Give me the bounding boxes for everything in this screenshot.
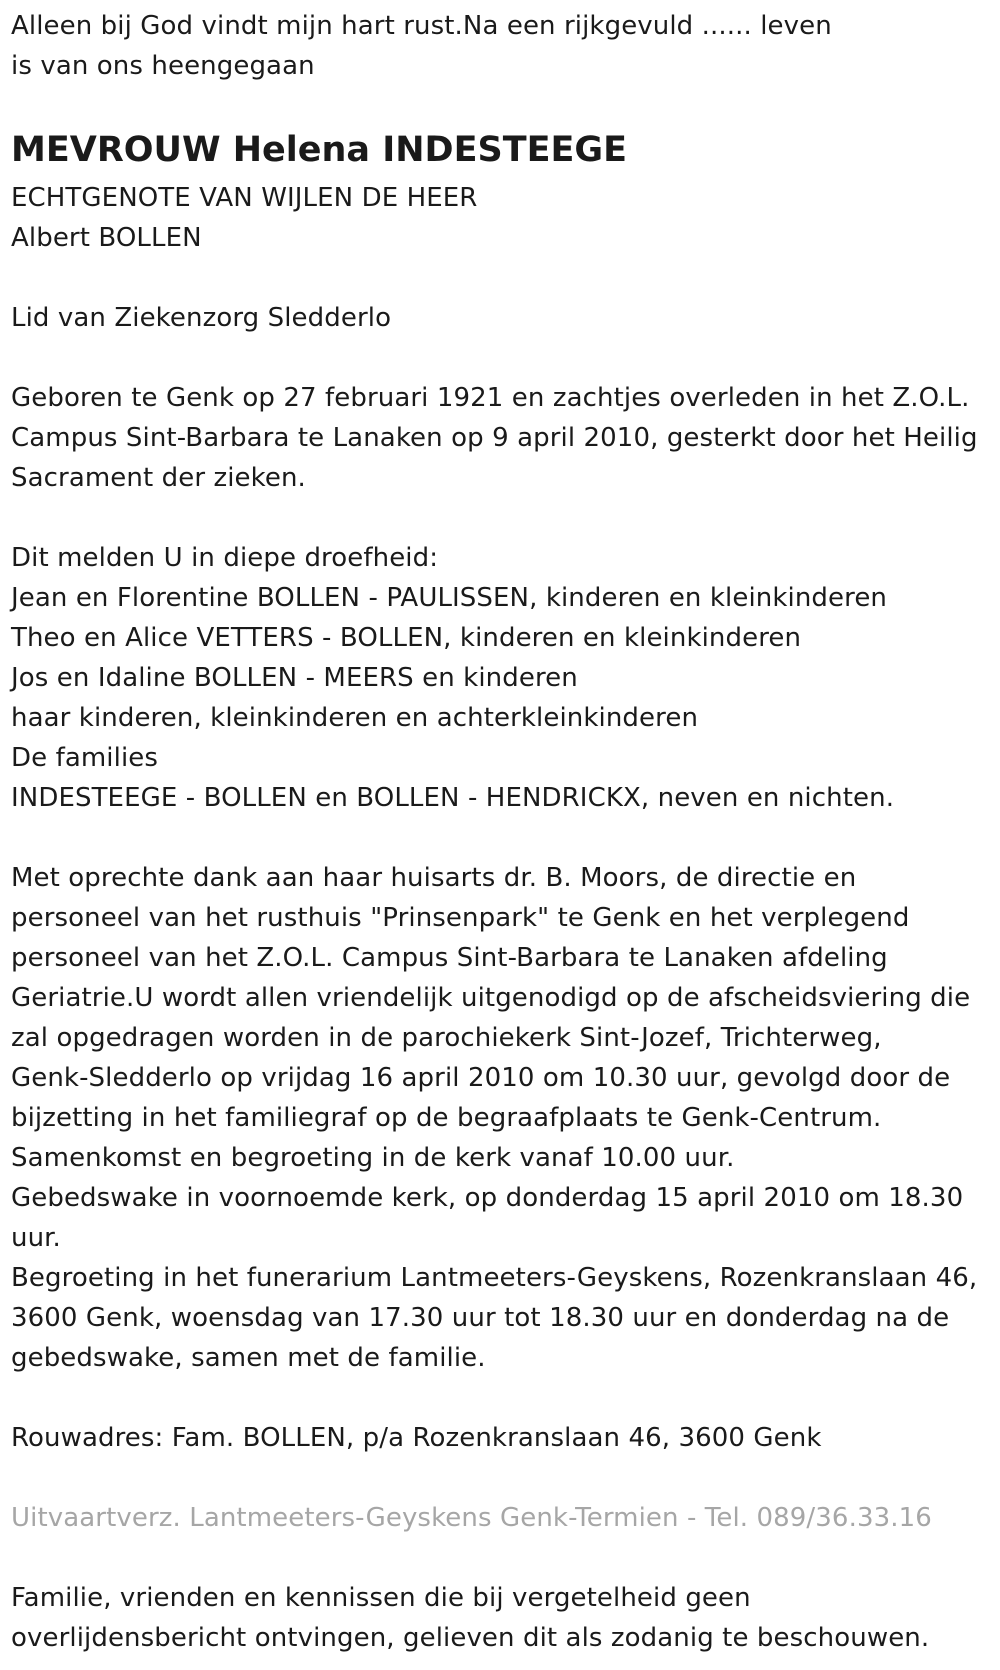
mourners-intro: Dit melden U in diepe droefheid:: [11, 543, 439, 573]
spacer: [11, 1378, 996, 1418]
birth-death-paragraph: [11, 378, 996, 498]
deceased-name: MEVROUW Helena INDESTEEGE: [11, 130, 628, 170]
paragraph-line: Geboren te Genk op 27 februari 1921 en zachtjes overleden in het Z.O.L.: [11, 383, 970, 413]
spacer: [11, 498, 996, 538]
spacer: [11, 1458, 996, 1498]
paragraph-line: zal opgedragen worden in de parochiekerk Sint-Jozef, Trichterweg,: [11, 1023, 882, 1053]
spacer: [11, 258, 996, 298]
paragraph-line: Samenkomst en begroeting in de kerk vanaf 10.00 uur.: [11, 1143, 735, 1173]
paragraph-line: gebedswake, samen met de familie.: [11, 1343, 486, 1373]
mourner-line: Jos en Idaline BOLLEN - MEERS en kinderen: [11, 663, 578, 693]
mourner-line: haar kinderen, kleinkinderen en achterkleinkinderen: [11, 703, 699, 733]
paragraph-line: personeel van het rusthuis "Prinsenpark" te Genk en het verplegend: [11, 903, 910, 933]
funeral-home-credit: Uitvaartverz. Lantmeeters-Geyskens Genk-Termien - Tel. 089/36.33.16: [11, 1503, 932, 1533]
paragraph-line: uur.: [11, 1223, 61, 1253]
spacer: [11, 338, 996, 378]
paragraph-line: Geriatrie.U wordt allen vriendelijk uitgenodigd op de afscheidsviering die: [11, 983, 971, 1013]
mourners-list: [11, 538, 996, 818]
spacer: [11, 1538, 996, 1578]
closing-paragraph: [11, 1578, 996, 1658]
mourner-line: Jean en Florentine BOLLEN - PAULISSEN, kinderen en kleinkinderen: [11, 583, 888, 613]
paragraph-line: Campus Sint-Barbara te Lanaken op 9 april 2010, gesterkt door het Heilig: [11, 423, 978, 453]
paragraph-line: Gebedswake in voornoemde kerk, op donderdag 15 april 2010 om 18.30: [11, 1183, 964, 1213]
spouse-name: Albert BOLLEN: [11, 223, 202, 253]
paragraph-line: Begroeting in het funerarium Lantmeeters-Geyskens, Rozenkranslaan 46,: [11, 1263, 978, 1293]
mourner-line: INDESTEEGE - BOLLEN en BOLLEN - HENDRICKX, neven en nichten.: [11, 783, 895, 813]
paragraph-line: 3600 Genk, woensdag van 17.30 uur tot 18.30 uur en donderdag na de: [11, 1303, 950, 1333]
thanks-ceremony-paragraph: [11, 858, 996, 1378]
mourning-address: Rouwadres: Fam. BOLLEN, p/a Rozenkranslaan 46, 3600 Genk: [11, 1423, 822, 1453]
paragraph-line: Sacrament der zieken.: [11, 463, 306, 493]
paragraph-line: bijzetting in het familiegraf op de begraafplaats te Genk-Centrum.: [11, 1103, 882, 1133]
spouse-label: ECHTGENOTE VAN WIJLEN DE HEER: [11, 183, 478, 213]
intro-line-1: Alleen bij God vindt mijn hart rust.Na een rijkgevuld ...... leven: [11, 11, 832, 41]
intro-line-2: is van ons heengegaan: [11, 51, 315, 81]
spacer: [11, 818, 996, 858]
paragraph-line: Met oprechte dank aan haar huisarts dr. B. Moors, de directie en: [11, 863, 857, 893]
mourner-line: Theo en Alice VETTERS - BOLLEN, kinderen en kleinkinderen: [11, 623, 802, 653]
spacer: [11, 86, 996, 126]
obituary-notice: [11, 6, 996, 1658]
paragraph-line: overlijdensbericht ontvingen, gelieven dit als zodanig te beschouwen.: [11, 1623, 930, 1653]
mourner-line: De families: [11, 743, 159, 773]
paragraph-line: Genk-Sledderlo op vrijdag 16 april 2010 om 10.30 uur, gevolgd door de: [11, 1063, 951, 1093]
membership-text: Lid van Ziekenzorg Sledderlo: [11, 303, 392, 333]
paragraph-line: Familie, vrienden en kennissen die bij vergetelheid geen: [11, 1583, 751, 1613]
paragraph-line: personeel van het Z.O.L. Campus Sint-Barbara te Lanaken afdeling: [11, 943, 888, 973]
